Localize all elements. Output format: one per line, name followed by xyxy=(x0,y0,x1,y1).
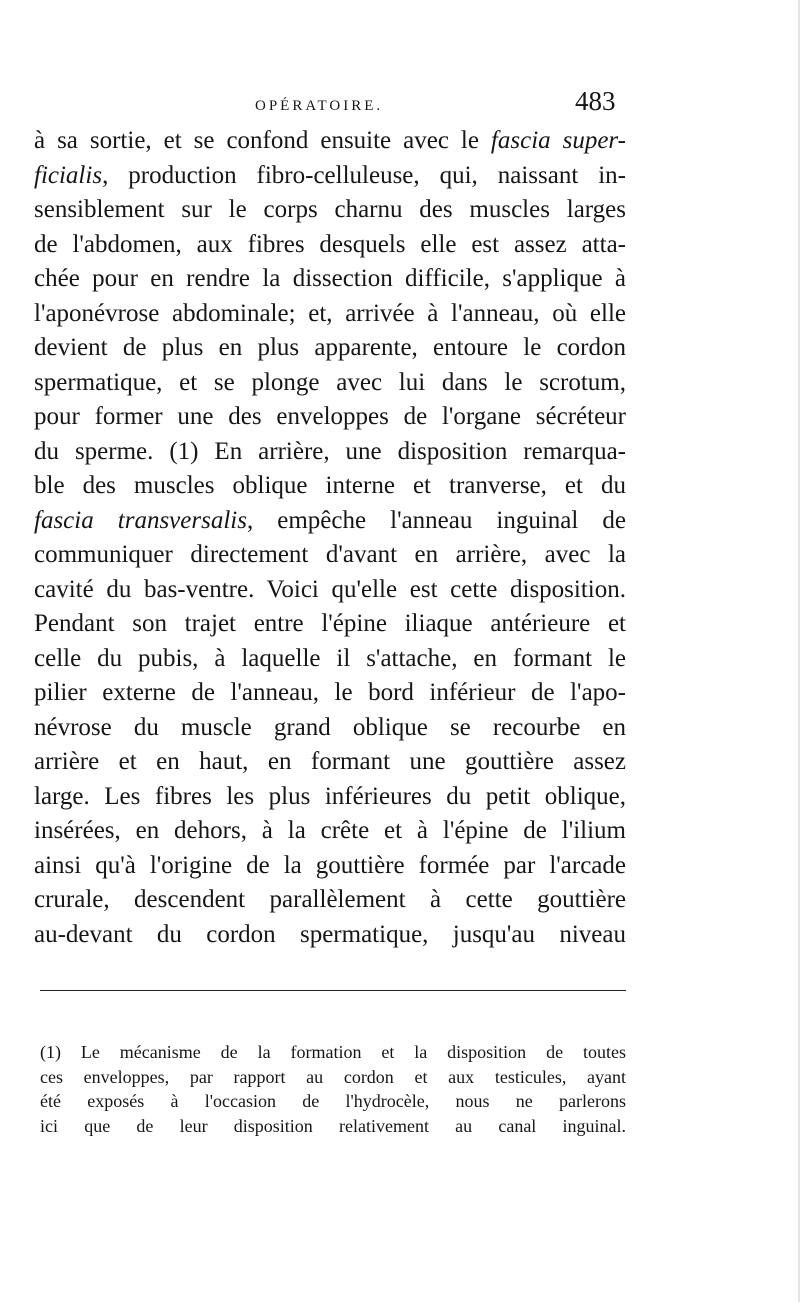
text-line: ficialis, production fibro-celluleuse, qui, naissant in- xyxy=(34,161,626,189)
text-line: communiquer directement d'avant en arrière, avec la xyxy=(34,541,626,568)
text-line: devient de plus en plus apparente, entoure le cordon xyxy=(34,334,626,361)
main-text xyxy=(34,124,626,952)
text-line: de l'abdomen, aux fibres desquels elle est assez atta- xyxy=(34,230,626,258)
text-line: névrose du muscle grand oblique se recourbe en xyxy=(34,713,626,741)
footnote-rule xyxy=(40,990,626,991)
footnote-line: (1) Le mécanisme de la formation et la disposition de toutes xyxy=(40,1042,626,1062)
text-line: du sperme. (1) En arrière, une disposition remarqua- xyxy=(34,437,626,465)
text-line: arrière et en haut, en formant une gouttière assez xyxy=(34,748,626,775)
text-line: ainsi qu'à l'origine de la gouttière formée par l'arcade xyxy=(34,851,626,879)
text-line: large. Les fibres les plus inférieures du petit oblique, xyxy=(34,782,626,810)
text-line: fascia transversalis, empêche l'anneau inguinal de xyxy=(34,506,626,534)
text-line: cavité du bas-ventre. Voici qu'elle est cette disposition. xyxy=(34,575,626,603)
footnote-line: ces enveloppes, par rapport au cordon et aux testicules, ayant xyxy=(40,1066,626,1087)
text-line: crurale, descendent parallèlement à cette gouttière xyxy=(34,886,626,913)
text-line: spermatique, et se plonge avec lui dans le scrotum, xyxy=(34,368,626,396)
text-line: pilier externe de l'anneau, le bord inférieur de l'apo- xyxy=(34,679,626,706)
page-edge xyxy=(786,0,800,1302)
text-line: celle du pubis, à laquelle il s'attache, en formant le xyxy=(34,644,626,672)
footnote-line: ici que de leur disposition relativement au canal inguinal. xyxy=(40,1115,626,1136)
text-line: insérées, en dehors, à la crête et à l'épine de l'ilium xyxy=(34,817,626,844)
footnote-line: été exposés à l'occasion de l'hydrocèle, nous ne parlerons xyxy=(40,1091,626,1111)
text-line: l'aponévrose abdominale; et, arrivée à l'anneau, où elle xyxy=(34,299,626,327)
text-line: sensiblement sur le corps charnu des muscles larges xyxy=(34,196,626,223)
running-title: OPÉRATOIRE. xyxy=(255,98,384,114)
text-line: ble des muscles oblique interne et tranverse, et du xyxy=(34,472,626,499)
text-line: Pendant son trajet entre l'épine iliaque antérieure et xyxy=(34,610,626,637)
text-line: pour former une des enveloppes de l'organe sécréteur xyxy=(34,403,626,430)
footnote xyxy=(40,1040,626,1138)
text-line: à sa sortie, et se confond ensuite avec le fascia super- xyxy=(34,127,626,154)
text-line: chée pour en rendre la dissection difficile, s'applique à xyxy=(34,265,626,292)
text-line: au-devant du cordon spermatique, jusqu'au niveau xyxy=(34,920,626,948)
page-number: 483 xyxy=(575,86,616,116)
